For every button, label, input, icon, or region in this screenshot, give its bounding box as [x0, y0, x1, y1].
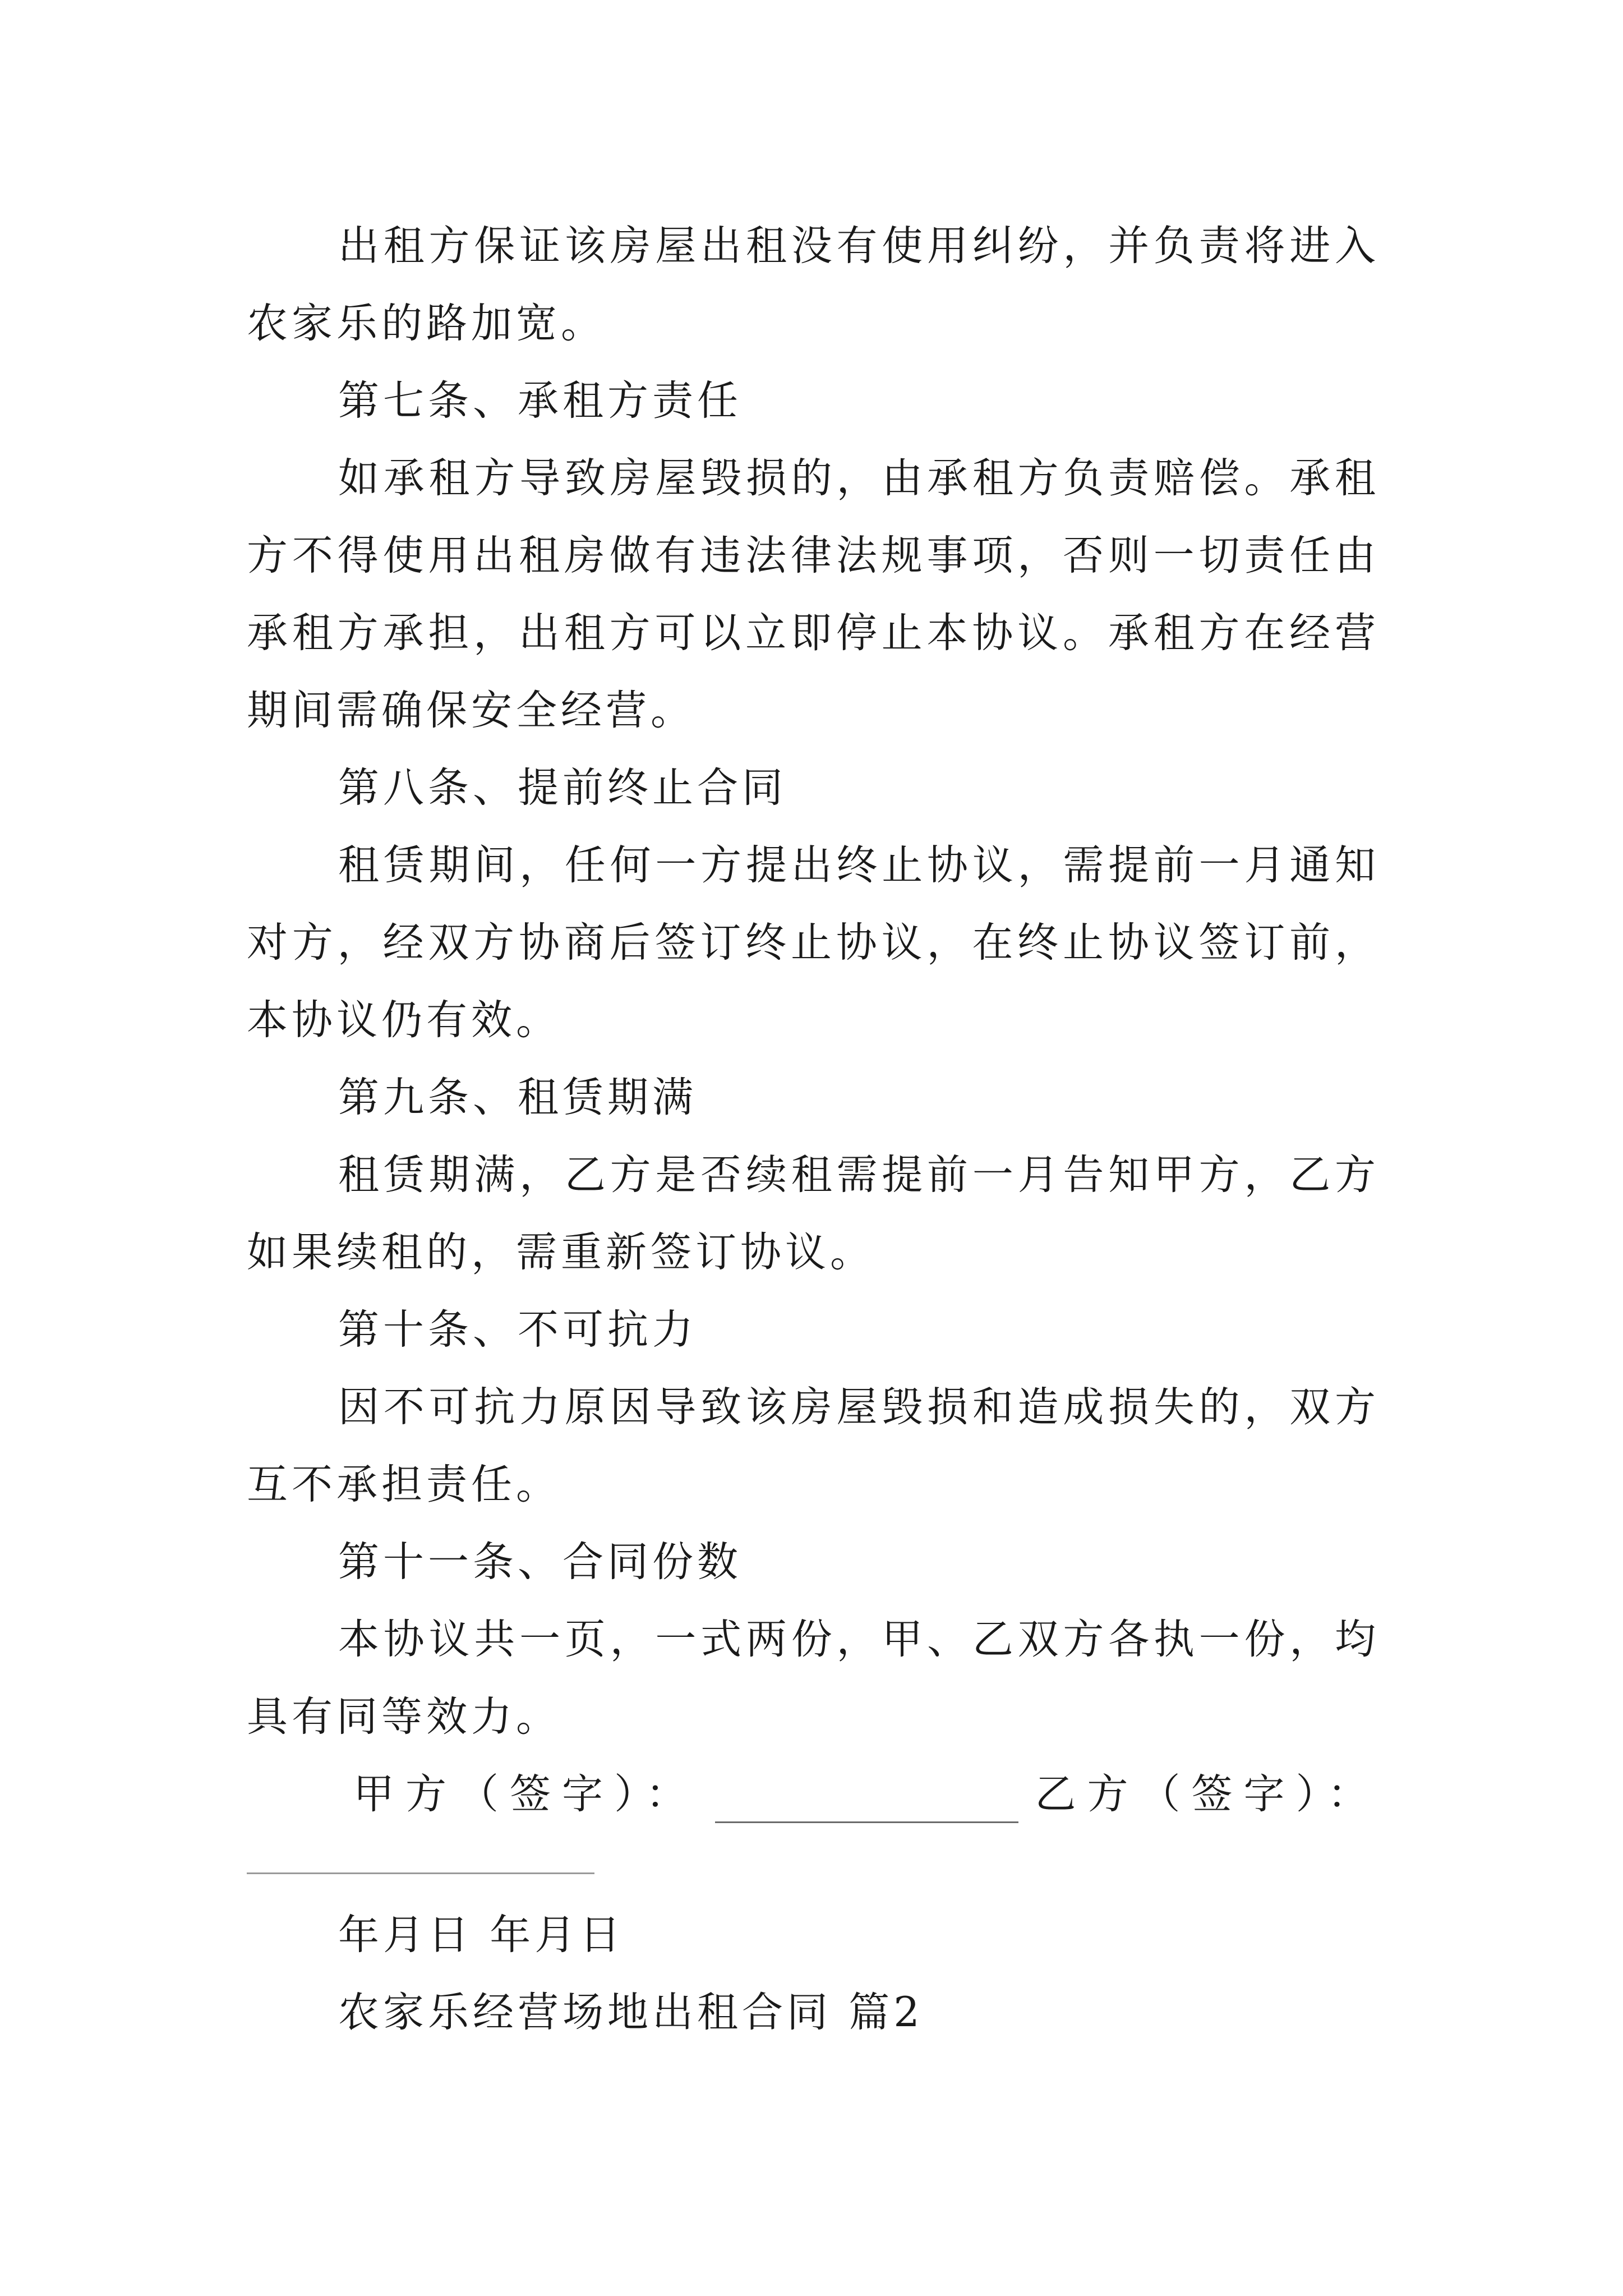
paragraph-landlord-guarantee: 出租方保证该房屋出租没有使用纠纷，并负责将进入农家乐的路加宽。	[247, 222, 1380, 347]
paragraph-article-10: 因不可抗力原因导致该房屋毁损和造成损失的，双方互不承担责任。	[247, 1383, 1380, 1508]
party-b-signature-label: 乙方（签字）：	[1035, 1770, 1380, 1818]
heading-article-9: 第九条、租赁期满	[338, 1074, 697, 1121]
signature-dates: 年月日 年月日	[338, 1911, 625, 1959]
paragraph-article-9: 租赁期满，乙方是否续租需提前一月告知甲方，乙方如果续租的，需重新签订协议。	[247, 1151, 1380, 1276]
party-a-signature-line	[715, 1799, 1018, 1823]
paragraph-article-11: 本协议共一页，一式两份，甲、乙双方各执一份，均具有同等效力。	[247, 1616, 1380, 1741]
document-body	[247, 208, 1380, 2051]
heading-article-11: 第十一条、合同份数	[338, 1538, 742, 1586]
paragraph-article-8: 租赁期间，任何一方提出终止协议，需提前一月通知对方，经双方协商后签订终止协议，在终止协议签订前，本协议仍有效。	[247, 841, 1380, 1044]
heading-article-7: 第七条、承租方责任	[338, 377, 742, 425]
party-a-signature-label: 甲方（签字）：	[353, 1770, 698, 1818]
party-b-signature-line	[247, 1872, 594, 1874]
next-contract-title: 农家乐经营场地出租合同 篇2	[338, 1989, 924, 2036]
signature-row	[247, 1756, 1380, 1833]
paragraph-article-7: 如承租方导致房屋毁损的，由承租方负责赔偿。承租方不得使用出租房做有违法律法规事项，否则一切责任由承租方承担，出租方可以立即停止本协议。承租方在经营期间需确保安全经营。	[247, 454, 1380, 734]
heading-article-10: 第十条、不可抗力	[338, 1306, 697, 1354]
heading-article-8: 第八条、提前终止合同	[338, 764, 787, 812]
